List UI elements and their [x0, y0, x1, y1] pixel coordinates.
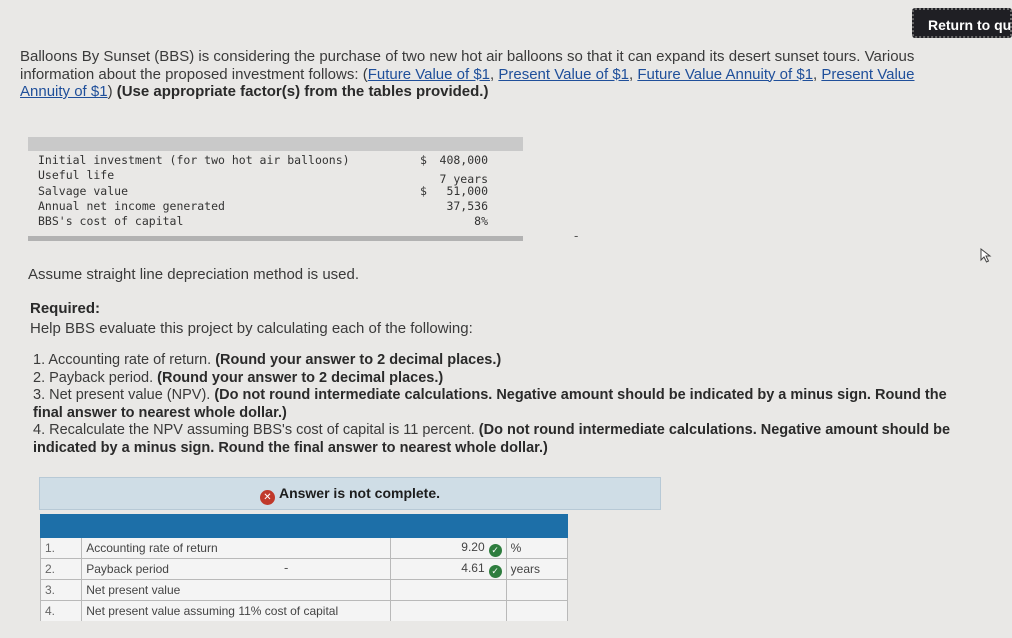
answer-input-npv[interactable]	[390, 580, 506, 601]
problem-intro: Balloons By Sunset (BBS) is considering the purchase of two new hot air balloons so that it can expand its desert sunset tours. Various information about the proposed investment follows: (Future Value of $1, Present Value of $1, Future Value Annuity of $1, Present Value Annuity of $1) (Use appropriate factor(s) from the tables provided.)	[20, 48, 915, 100]
answer-input-payback[interactable]: 4.61 ✓	[390, 559, 506, 580]
info-row: Annual net income generated 37,536	[38, 199, 488, 213]
link-future-value-annuity[interactable]: Future Value Annuity of $1	[637, 65, 814, 83]
requirement-item: 1. Accounting rate of return. (Round your answer to 2 decimal places.)	[33, 352, 502, 368]
answer-row: 1. Accounting rate of return 9.20 ✓ %	[41, 538, 568, 559]
info-row: Initial investment (for two hot air balloons) $ 408,000	[38, 153, 488, 167]
answer-row: 4. Net present value assuming 11% cost of capital	[41, 601, 568, 622]
link-present-value-annuity[interactable]: Present Value Annuity of $1	[20, 65, 915, 100]
requirement-item: 2. Payback period. (Round your answer to 2 decimal places.)	[33, 369, 444, 386]
requirement-item: 4. Recalculate the NPV assuming BBS's cost of capital is 11 percent. (Do not round intermediate calculations. Negative amount should be indicated by a minus sign. Round the final answer to nearest whole dollar.)	[33, 422, 951, 456]
x-circle-icon: ✕	[260, 490, 275, 505]
answer-input-arr[interactable]: 9.20 ✓	[390, 538, 506, 559]
assumption-text: Assume straight line depreciation method is used.	[28, 266, 360, 283]
info-row: BBS's cost of capital 8%	[38, 214, 488, 228]
requirement-item: 3. Net present value (NPV). (Do not round intermediate calculations. Negative amount should be indicated by a minus sign. Round the final answer to nearest whole dollar.)	[33, 387, 947, 421]
check-circle-icon: ✓	[489, 565, 502, 578]
return-button[interactable]: Return to qu	[912, 8, 1012, 38]
investment-info-table	[28, 137, 523, 241]
info-row: Useful life 7 years	[38, 168, 488, 186]
help-text: Help BBS evaluate this project by calculating each of the following:	[30, 320, 473, 337]
answer-table	[40, 514, 568, 621]
required-heading: Required:	[30, 300, 101, 317]
answer-input-npv-11[interactable]	[390, 601, 506, 622]
check-circle-icon: ✓	[489, 544, 502, 557]
answer-status-banner: ✕ Answer is not complete.	[39, 477, 661, 510]
requirements-list	[33, 352, 953, 457]
answer-row: 2. Payback period 4.61 ✓ years	[41, 559, 568, 580]
info-row: Salvage value $ 51,000	[38, 184, 488, 198]
link-future-value[interactable]: Future Value of $1	[367, 65, 491, 83]
answer-row: 3. Net present value	[41, 580, 568, 601]
link-present-value[interactable]: Present Value of $1	[498, 65, 630, 83]
mouse-pointer-icon	[980, 248, 994, 264]
